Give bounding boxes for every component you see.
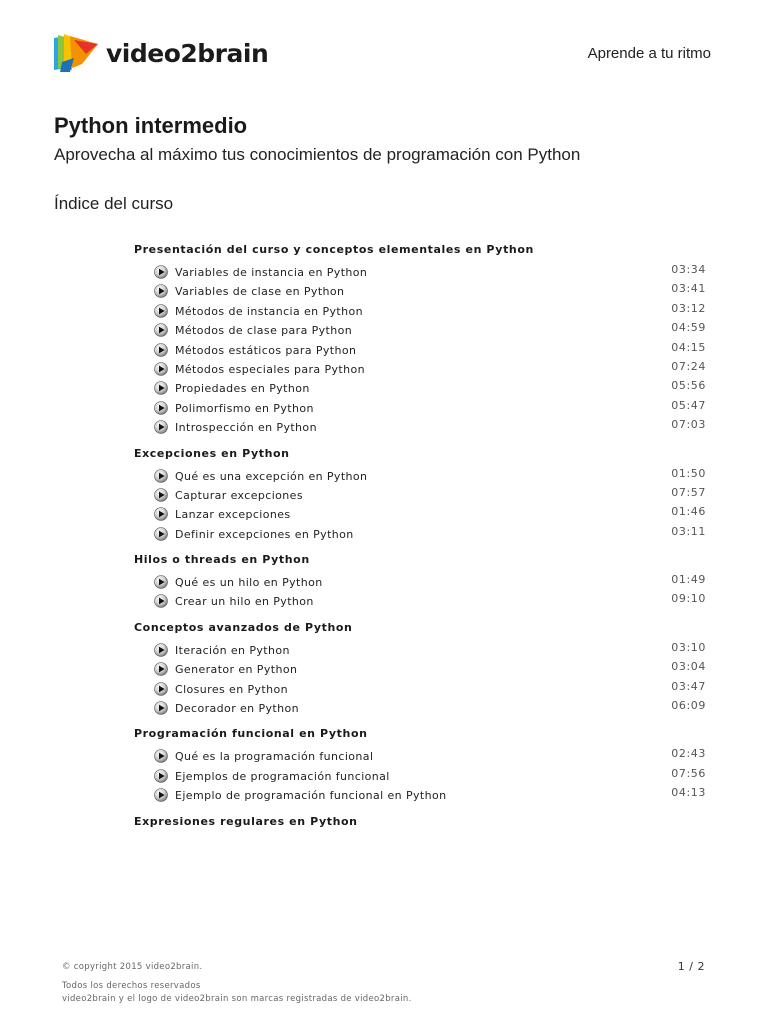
lesson-title[interactable]: Propiedades en Python bbox=[175, 382, 310, 396]
course-section bbox=[134, 241, 710, 445]
lesson-duration: 06:09 bbox=[671, 699, 706, 713]
page-subtitle: Aprovecha al máximo tus conocimientos de programación con Python bbox=[54, 145, 581, 164]
section-title: Excepciones en Python bbox=[134, 446, 290, 460]
lesson-duration: 03:11 bbox=[671, 524, 706, 538]
lesson-item[interactable] bbox=[134, 640, 710, 659]
section-spacer bbox=[134, 543, 710, 551]
lesson-item[interactable] bbox=[134, 524, 710, 543]
section-title: Expresiones regulares en Python bbox=[134, 814, 358, 828]
lesson-title[interactable]: Métodos estáticos para Python bbox=[175, 343, 357, 357]
lesson-title[interactable]: Definir excepciones en Python bbox=[175, 527, 354, 541]
course-section bbox=[134, 813, 710, 842]
play-circle-icon[interactable] bbox=[154, 381, 168, 395]
play-circle-icon[interactable] bbox=[154, 769, 168, 783]
lesson-item[interactable] bbox=[134, 591, 710, 610]
index-heading: Índice del curso bbox=[54, 194, 174, 213]
play-circle-icon[interactable] bbox=[154, 362, 168, 376]
course-heading bbox=[54, 112, 734, 216]
course-section bbox=[134, 619, 710, 726]
lesson-item[interactable] bbox=[134, 466, 710, 485]
trademark-line: video2brain y el logo de video2brain son marcas registradas de video2brain. bbox=[62, 994, 412, 1004]
lesson-duration: 04:13 bbox=[671, 786, 706, 800]
lesson-item[interactable] bbox=[134, 378, 710, 397]
copyright: © copyright 2015 video2brain. bbox=[62, 962, 203, 972]
lesson-item[interactable] bbox=[134, 572, 710, 591]
section-spacer bbox=[134, 805, 710, 813]
play-circle-icon[interactable] bbox=[154, 469, 168, 483]
lesson-item[interactable] bbox=[134, 679, 710, 698]
section-spacer bbox=[134, 437, 710, 445]
lesson-duration: 07:03 bbox=[671, 418, 706, 432]
play-circle-icon[interactable] bbox=[154, 265, 168, 279]
play-circle-icon[interactable] bbox=[154, 643, 168, 657]
lesson-item[interactable] bbox=[134, 766, 710, 785]
tagline: Aprende a tu ritmo bbox=[587, 45, 711, 62]
play-circle-icon[interactable] bbox=[154, 284, 168, 298]
lesson-title[interactable]: Métodos especiales para Python bbox=[175, 362, 365, 376]
lesson-duration: 04:15 bbox=[671, 340, 706, 354]
play-circle-icon[interactable] bbox=[154, 701, 168, 715]
section-title: Presentación del curso y conceptos elementales en Python bbox=[134, 243, 534, 256]
lesson-title[interactable]: Ejemplo de programación funcional en Python bbox=[175, 789, 447, 803]
play-circle-icon[interactable] bbox=[154, 527, 168, 541]
lesson-duration: 05:56 bbox=[671, 379, 706, 393]
page-number: 1 / 2 bbox=[677, 960, 705, 973]
header bbox=[0, 0, 768, 90]
lesson-duration: 03:47 bbox=[671, 679, 706, 693]
section-spacer bbox=[134, 717, 710, 725]
lesson-title[interactable]: Métodos de instancia en Python bbox=[175, 304, 363, 318]
rights-notice bbox=[62, 980, 712, 1006]
lesson-title[interactable]: Variables de clase en Python bbox=[175, 285, 345, 299]
lesson-duration: 03:34 bbox=[671, 263, 706, 276]
play-circle-icon[interactable] bbox=[154, 662, 168, 676]
lesson-item[interactable] bbox=[134, 262, 710, 281]
lesson-title[interactable]: Decorador en Python bbox=[175, 702, 299, 716]
lesson-duration: 03:12 bbox=[671, 301, 706, 315]
lesson-duration: 03:04 bbox=[671, 660, 706, 674]
lesson-duration: 07:56 bbox=[671, 766, 706, 780]
lesson-title[interactable]: Capturar excepciones bbox=[175, 488, 303, 502]
lesson-title[interactable]: Introspección en Python bbox=[175, 421, 317, 435]
lesson-title[interactable]: Generator en Python bbox=[175, 663, 298, 677]
lesson-duration: 04:59 bbox=[671, 321, 706, 335]
play-circle-icon[interactable] bbox=[154, 488, 168, 502]
lesson-duration: 01:46 bbox=[671, 505, 706, 519]
lesson-item[interactable] bbox=[134, 785, 710, 804]
course-index bbox=[134, 241, 710, 842]
play-circle-icon[interactable] bbox=[154, 507, 168, 521]
play-circle-icon[interactable] bbox=[154, 788, 168, 802]
lesson-duration: 07:24 bbox=[671, 359, 706, 373]
lesson-title[interactable]: Qué es la programación funcional bbox=[175, 750, 374, 764]
lesson-item[interactable] bbox=[134, 320, 710, 339]
logo-text: video2brain bbox=[106, 38, 269, 68]
page-title: Python intermedio bbox=[54, 113, 248, 138]
lesson-item[interactable] bbox=[134, 504, 710, 523]
section-spacer bbox=[134, 611, 710, 619]
course-section bbox=[134, 725, 710, 812]
lesson-title[interactable]: Crear un hilo en Python bbox=[175, 595, 314, 609]
lesson-duration: 05:47 bbox=[671, 398, 706, 412]
lesson-title[interactable]: Iteración en Python bbox=[175, 643, 290, 657]
course-section bbox=[134, 445, 710, 552]
play-circle-icon[interactable] bbox=[154, 401, 168, 415]
course-section bbox=[134, 551, 710, 619]
play-circle-icon[interactable] bbox=[154, 323, 168, 337]
lesson-duration: 01:50 bbox=[671, 466, 706, 480]
play-circle-icon[interactable] bbox=[154, 575, 168, 589]
lesson-item[interactable] bbox=[134, 301, 710, 320]
lesson-item[interactable] bbox=[134, 340, 710, 359]
lesson-title[interactable]: Métodos de clase para Python bbox=[175, 324, 353, 338]
lesson-duration: 01:49 bbox=[671, 573, 706, 587]
lesson-item[interactable] bbox=[134, 359, 710, 378]
lesson-item[interactable] bbox=[134, 398, 710, 417]
lesson-duration: 09:10 bbox=[671, 592, 706, 606]
video2brain-logo-icon bbox=[52, 32, 100, 74]
lesson-duration: 07:57 bbox=[671, 485, 706, 499]
lesson-title[interactable]: Qué es un hilo en Python bbox=[175, 576, 323, 590]
section-title: Hilos o threads en Python bbox=[134, 553, 310, 567]
lesson-duration: 02:43 bbox=[671, 747, 706, 761]
lesson-title[interactable]: Variables de instancia en Python bbox=[175, 266, 368, 279]
footer bbox=[62, 960, 712, 1006]
play-circle-icon[interactable] bbox=[154, 304, 168, 318]
lesson-title[interactable]: Closures en Python bbox=[175, 682, 289, 696]
lesson-item[interactable] bbox=[134, 281, 710, 300]
section-title: Conceptos avanzados de Python bbox=[134, 620, 353, 634]
lesson-title[interactable]: Polimorfismo en Python bbox=[175, 401, 314, 415]
lesson-duration: 03:10 bbox=[671, 640, 706, 654]
play-circle-icon[interactable] bbox=[154, 343, 168, 357]
rights-line: Todos los derechos reservados bbox=[62, 981, 201, 991]
lesson-item[interactable] bbox=[134, 746, 710, 765]
lesson-item[interactable] bbox=[134, 659, 710, 678]
lesson-title[interactable]: Qué es una excepción en Python bbox=[175, 469, 368, 483]
section-title: Programación funcional en Python bbox=[134, 727, 368, 741]
lesson-item[interactable] bbox=[134, 485, 710, 504]
play-circle-icon[interactable] bbox=[154, 594, 168, 608]
play-circle-icon[interactable] bbox=[154, 420, 168, 434]
play-circle-icon[interactable] bbox=[154, 682, 168, 696]
section-spacer bbox=[134, 834, 710, 842]
play-circle-icon[interactable] bbox=[154, 749, 168, 763]
lesson-title[interactable]: Lanzar excepciones bbox=[175, 508, 291, 522]
lesson-title[interactable]: Ejemplos de programación funcional bbox=[175, 769, 390, 783]
lesson-item[interactable] bbox=[134, 417, 710, 436]
lesson-duration: 03:41 bbox=[671, 282, 706, 296]
lesson-item[interactable] bbox=[134, 698, 710, 717]
logo[interactable] bbox=[52, 32, 268, 74]
